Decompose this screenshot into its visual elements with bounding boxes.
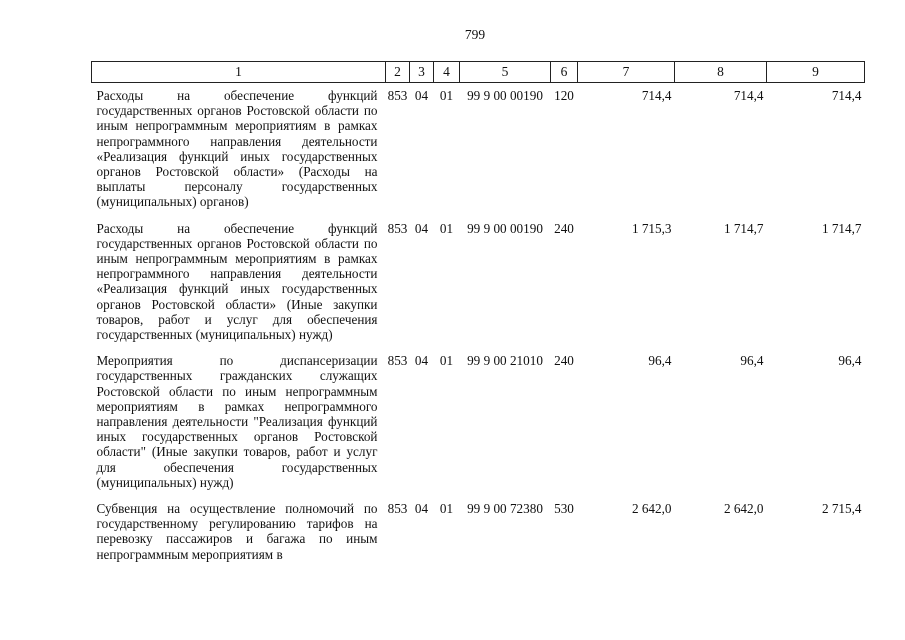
cell-section: 04 bbox=[414, 88, 429, 103]
cell-amount-9: 714,4 bbox=[831, 88, 862, 103]
table-row bbox=[92, 83, 865, 216]
cell-amount-8: 714,4 bbox=[733, 88, 764, 103]
column-header: 9 bbox=[767, 62, 865, 83]
column-header: 8 bbox=[675, 62, 767, 83]
column-header: 3 bbox=[410, 62, 434, 83]
row-description: Расходы на обеспечение функций государственных органов Ростовской области по иным непрограммным мероприятиям в рамках непрограммного направления деятельности «Реализация функций иных государственных органов Ростовской области» (Расходы на выплаты персоналу государственных (муниципальных) органов) bbox=[96, 88, 378, 210]
column-header: 7 bbox=[578, 62, 675, 83]
cell-amount-8: 96,4 bbox=[740, 353, 764, 369]
column-header: 6 bbox=[551, 62, 578, 83]
cell-subsection: 01 bbox=[439, 88, 454, 103]
column-header: 1 bbox=[92, 62, 386, 83]
cell-subsection: 01 bbox=[439, 353, 454, 369]
cell-amount-7: 714,4 bbox=[641, 88, 672, 103]
cell-target-article: 99 9 00 00190 bbox=[467, 88, 543, 103]
cell-amount-9: 96,4 bbox=[838, 353, 862, 369]
cell-amount-7: 96,4 bbox=[648, 353, 672, 369]
cell-expense-type: 240 bbox=[554, 353, 574, 369]
cell-target-article: 99 9 00 00190 bbox=[467, 220, 543, 236]
header-row bbox=[92, 62, 865, 83]
cell-ministry-code: 853 bbox=[387, 353, 408, 369]
cell-expense-type: 240 bbox=[554, 220, 574, 236]
cell-amount-8: 1 714,7 bbox=[723, 220, 764, 236]
cell-subsection: 01 bbox=[439, 220, 454, 236]
row-description: Мероприятия по диспансеризации государственных гражданских служащих Ростовской области по иным непрограммным мероприятиям в рамках непрограммного направления деятельности "Реализация функций иных государственных органов Ростовской области" (Иные закупки товаров, работ и услуг для обеспечения государственных (муниципальных) нужд) bbox=[96, 353, 378, 490]
column-header: 5 bbox=[460, 62, 551, 83]
cell-expense-type: 120 bbox=[554, 88, 574, 103]
cell-section: 04 bbox=[414, 501, 429, 517]
table-row bbox=[92, 496, 865, 568]
cell-ministry-code: 853 bbox=[387, 220, 408, 236]
cell-target-article: 99 9 00 21010 bbox=[467, 353, 543, 369]
cell-target-article: 99 9 00 72380 bbox=[467, 501, 543, 517]
cell-section: 04 bbox=[414, 220, 429, 236]
cell-section: 04 bbox=[414, 353, 429, 369]
cell-ministry-code: 853 bbox=[387, 88, 408, 103]
cell-amount-9: 2 715,4 bbox=[821, 501, 862, 517]
row-description: Субвенция на осуществление полномочий по государственному регулированию тарифов на перевозку пассажиров и багажа по иным непрограммным мероприятиям в bbox=[96, 501, 378, 562]
column-header: 2 bbox=[386, 62, 410, 83]
table-row bbox=[92, 348, 865, 496]
cell-ministry-code: 853 bbox=[387, 501, 408, 517]
cell-amount-7: 2 642,0 bbox=[631, 501, 672, 517]
cell-amount-9: 1 714,7 bbox=[821, 220, 862, 236]
cell-amount-8: 2 642,0 bbox=[723, 501, 764, 517]
page-number: 799 bbox=[464, 27, 486, 42]
cell-subsection: 01 bbox=[439, 501, 454, 517]
cell-expense-type: 530 bbox=[554, 501, 574, 517]
row-description: Расходы на обеспечение функций государственных органов Ростовской области по иным непрограммным мероприятиям в рамках непрограммного направления деятельности «Реализация функций иных государственных органов Ростовской области» (Иные закупки товаров, работ и услуг для обеспечения государственных (муниципальных) нужд) bbox=[96, 220, 378, 343]
cell-amount-7: 1 715,3 bbox=[631, 220, 672, 236]
table-row bbox=[92, 216, 865, 349]
budget-table bbox=[91, 61, 865, 568]
column-header: 4 bbox=[434, 62, 460, 83]
